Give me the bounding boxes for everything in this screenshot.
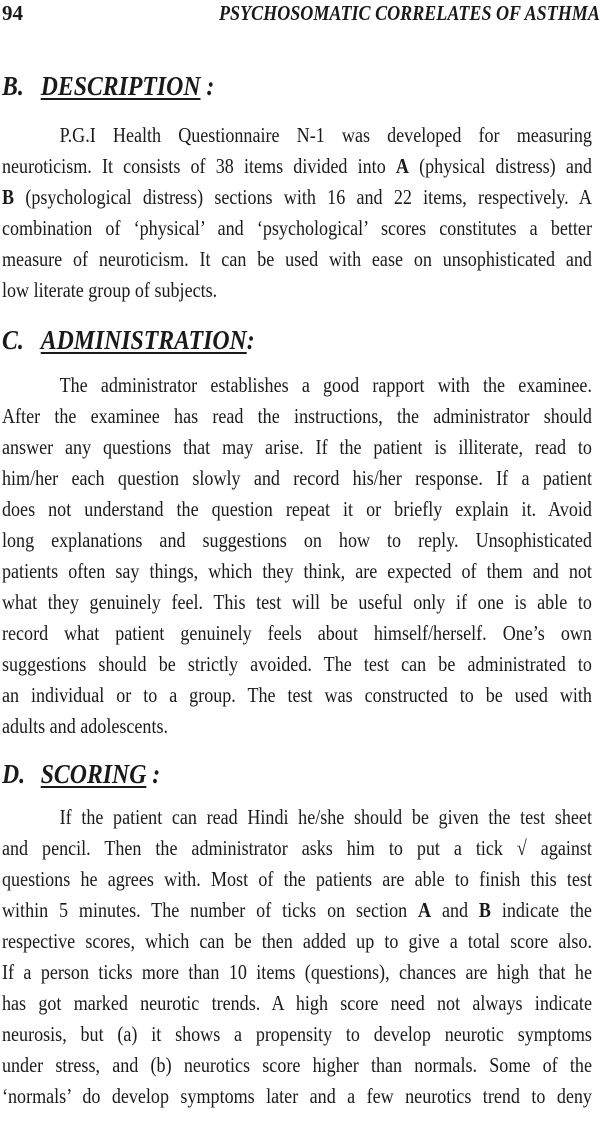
text-line: long explanations and suggestions on how to reply. Unsophisticated xyxy=(2,528,592,552)
text-line: adults and adolescents. xyxy=(2,714,169,738)
text-line: low literate group of subjects. xyxy=(2,278,218,302)
text-segment: (psychological distress) sections with 16 and 22 items, respectively. A xyxy=(14,185,592,209)
administration-paragraph xyxy=(2,370,592,742)
page-column xyxy=(2,0,600,1112)
text-line: suggestions should be strictly avoided. The test can be administrated to xyxy=(2,652,592,676)
text-line: P.G.I Health Questionnaire N-1 was developed for measuring xyxy=(59,123,592,147)
text-line: him/her each question slowly and record his/her response. If a patient xyxy=(2,466,592,490)
text-line: measure of neuroticism. It can be used with ease on unsophisticated and xyxy=(2,247,592,271)
text-line xyxy=(2,182,592,213)
section-letter: D. xyxy=(2,759,26,789)
text-line: After the examinee has read the instructions, the administrator should xyxy=(2,404,592,428)
running-header xyxy=(2,0,600,28)
bold-text: B xyxy=(2,185,15,209)
text-line: If the patient can read Hindi he/she should be given the test sheet xyxy=(59,805,592,829)
text-line: The administrator establishes a good rapport with the examinee. xyxy=(59,373,592,397)
section-heading-administration xyxy=(2,320,528,360)
text-line: combination of ‘physical’ and ‘psychological’ scores constitutes a better xyxy=(2,216,592,240)
bold-text: A xyxy=(395,154,409,178)
bold-text: A xyxy=(418,898,432,922)
text-line: If a person ticks more than 10 items (questions), chances are high that he xyxy=(2,960,592,984)
text-line: an individual or to a group. The test was constructed to be used with xyxy=(2,683,592,707)
text-line: questions he agrees with. Most of the patients are able to finish this test xyxy=(2,867,592,891)
text-line: and pencil. Then the administrator asks him to put a tick √ against xyxy=(2,836,592,860)
description-paragraph xyxy=(2,120,592,306)
page-number: 94 xyxy=(2,1,23,25)
section-title: SCORING xyxy=(40,759,147,789)
text-segment: within 5 minutes. The number of ticks on section xyxy=(2,898,419,922)
section-title: DESCRIPTION xyxy=(40,71,201,101)
text-segment: indicate the xyxy=(490,898,592,922)
text-line: what they genuinely feel. This test will be useful only if one is able to xyxy=(2,590,592,614)
section-heading-description xyxy=(2,66,528,106)
scoring-paragraph xyxy=(2,802,592,1112)
section-heading-scoring xyxy=(2,754,528,794)
text-line: under stress, and (b) neurotics score higher than normals. Some of the xyxy=(2,1053,592,1077)
section-letter: C. xyxy=(2,325,24,355)
section-colon: : xyxy=(200,71,215,101)
text-line: record what patient genuinely feels about himself/herself. One’s own xyxy=(2,621,592,645)
section-title: ADMINISTRATION xyxy=(40,325,247,355)
text-line: has got marked neurotic trends. A high score need not always indicate xyxy=(2,991,592,1015)
text-line xyxy=(2,895,592,926)
text-line: patients often say things, which they think, are expected of them and not xyxy=(2,559,592,583)
text-line xyxy=(2,151,592,182)
text-segment: neuroticism. It consists of 38 items divided into xyxy=(2,154,396,178)
text-line: neurosis, but (a) it shows a propensity to develop neurotic symptoms xyxy=(2,1022,592,1046)
text-line: does not understand the question repeat it or briefly explain it. Avoid xyxy=(2,497,592,521)
section-letter: B. xyxy=(2,71,24,101)
text-segment: (physical distress) and xyxy=(408,154,592,178)
running-title: PSYCHOSOMATIC CORRELATES OF ASTHMA xyxy=(219,1,600,25)
bold-text: B xyxy=(478,898,491,922)
text-segment: and xyxy=(431,898,479,922)
section-colon: : xyxy=(246,325,255,355)
text-line: ‘normals’ do develop symptoms later and a few neurotics trend to deny xyxy=(2,1084,592,1108)
section-colon: : xyxy=(146,759,161,789)
text-line: respective scores, which can be then added up to give a total score also. xyxy=(2,929,592,953)
text-line: answer any questions that may arise. If the patient is illiterate, read to xyxy=(2,435,592,459)
